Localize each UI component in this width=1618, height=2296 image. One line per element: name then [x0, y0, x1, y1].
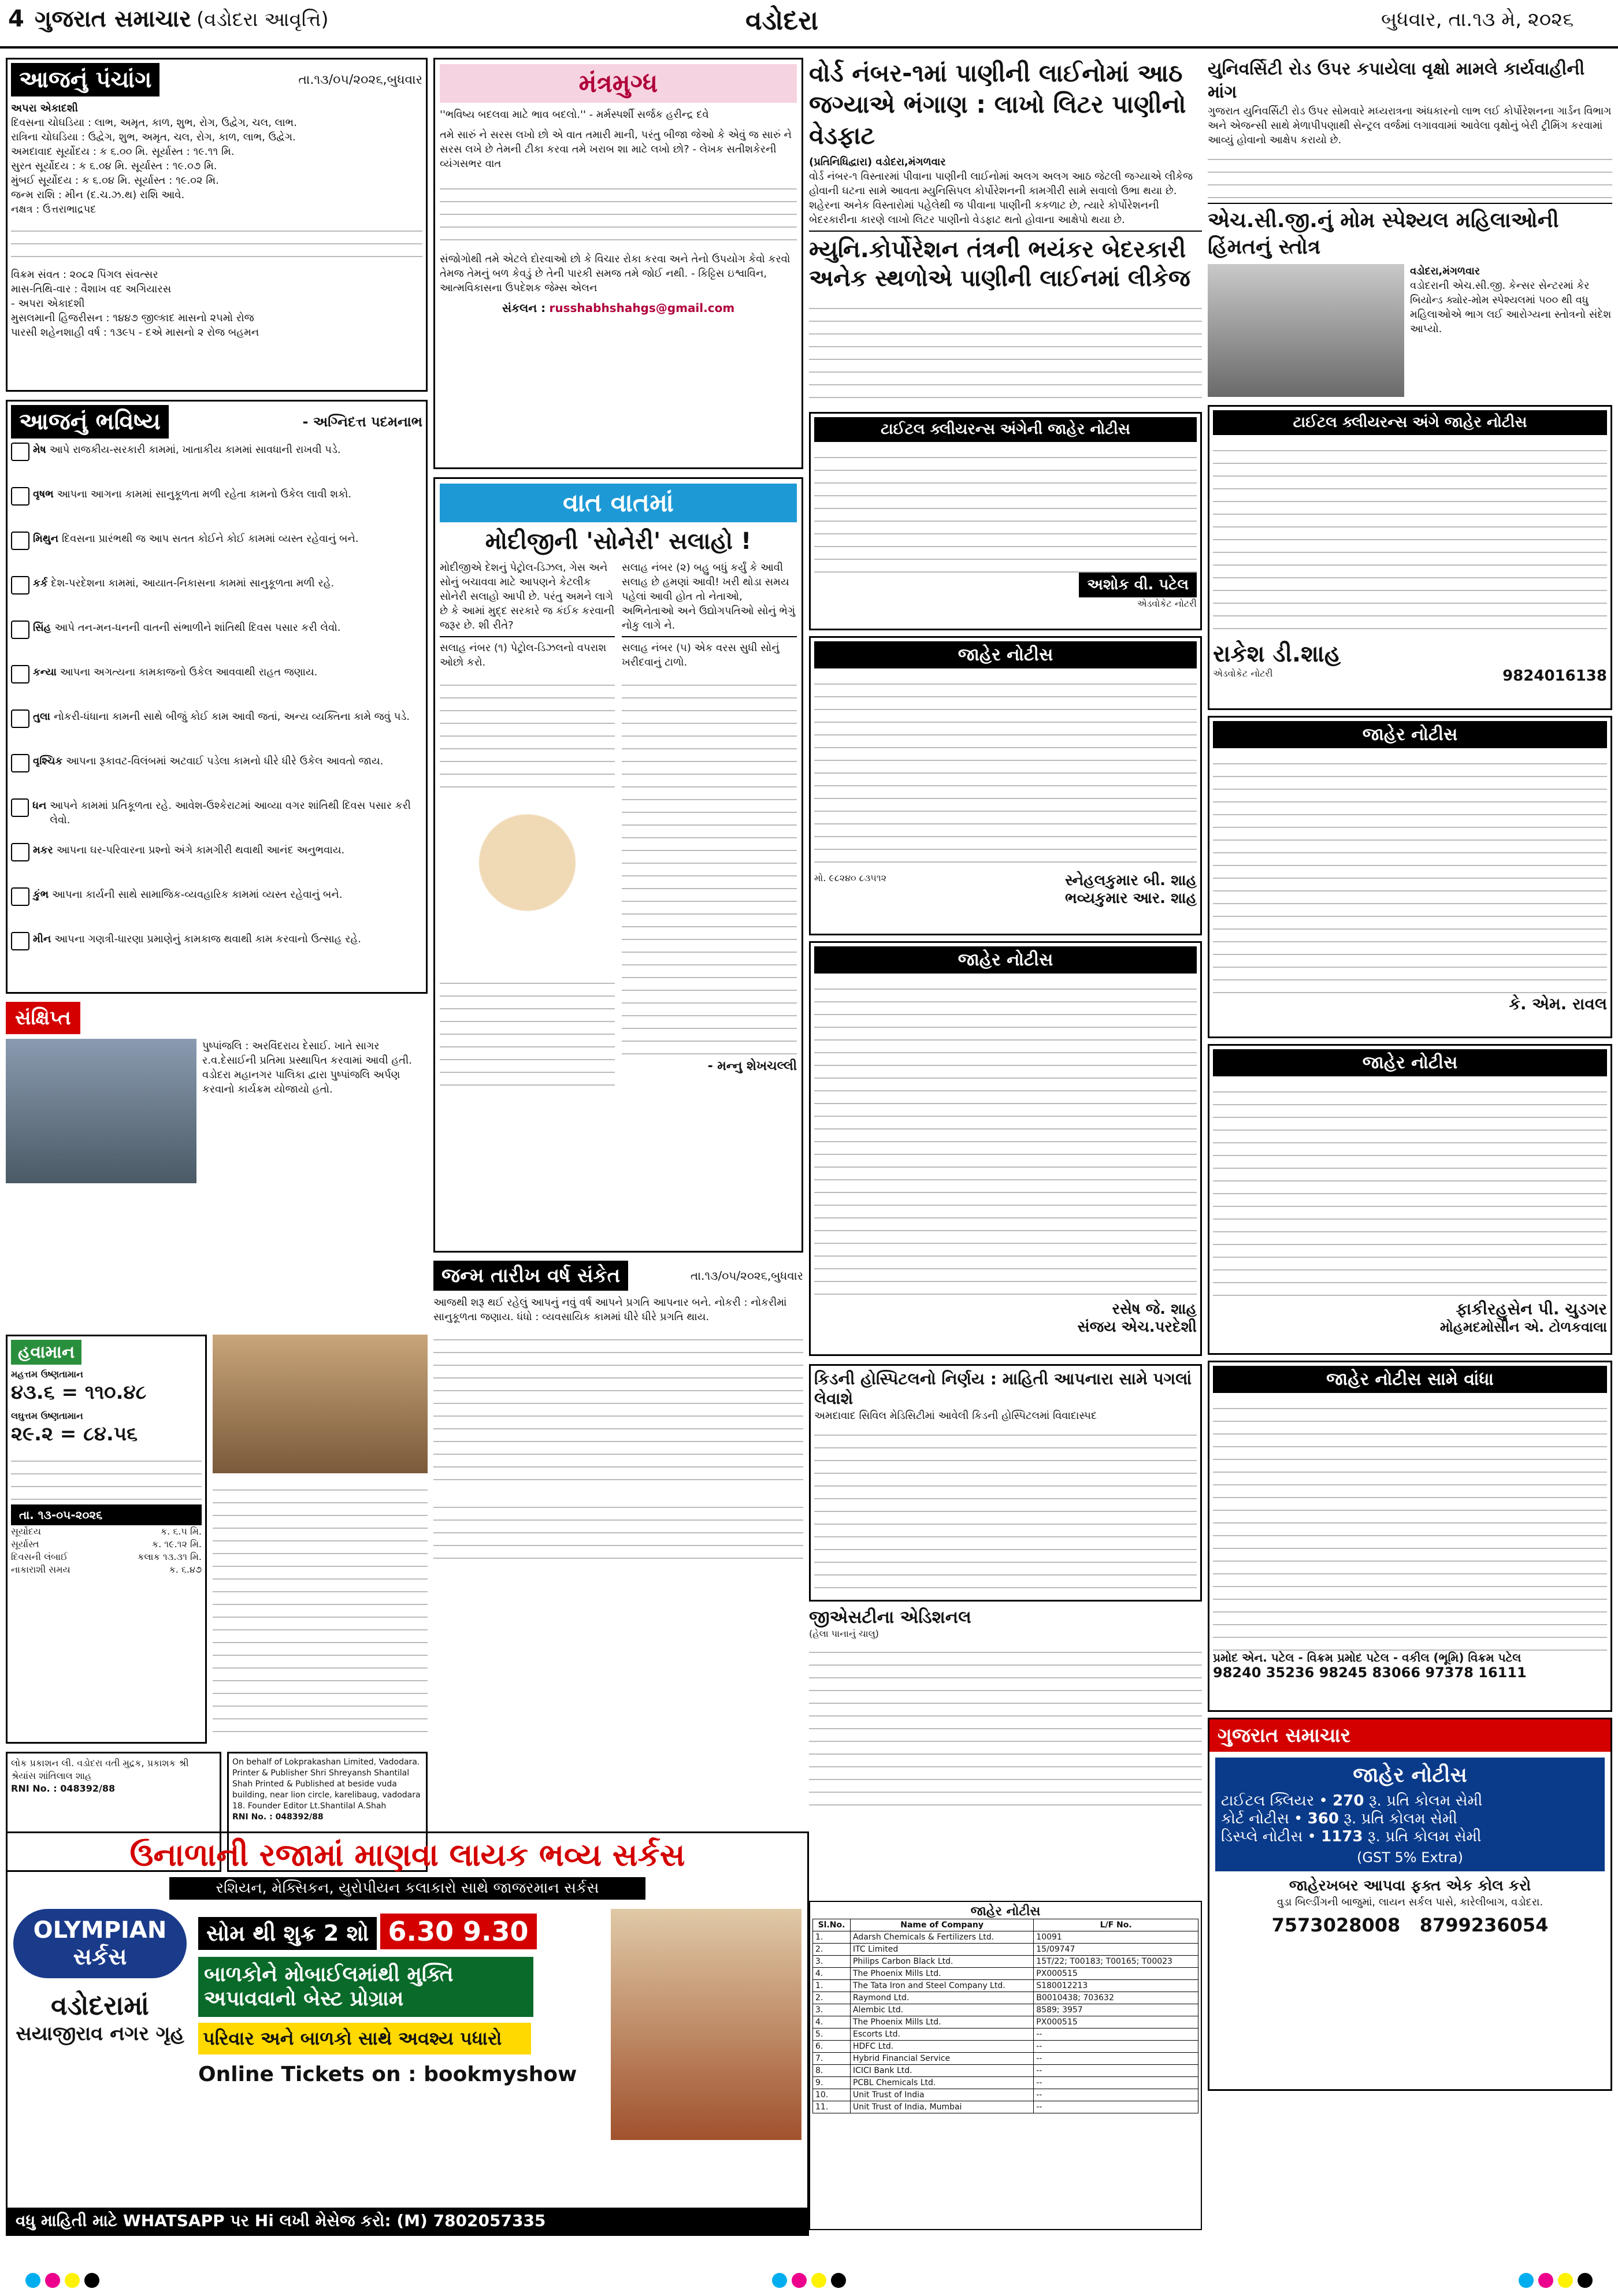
notice3-signer: સ્નેહલકુમાર બી. શાહ [1064, 872, 1197, 889]
sign-text: આપે તન-મન-ધનની વાતની સંભાળીને શાંતિથી દિવસ પસાર કરી લેવો. [54, 622, 341, 634]
rate-address: વુડા બિલ્ડીંગની બાજુમાં, લાયન સર્કલ પાસે, કારેલીબાગ, વડોદરા. [1276, 1896, 1543, 1908]
table-row [813, 1980, 1198, 1992]
rate-card-title: જાહેર નોટીસ [1353, 1763, 1467, 1787]
sun-row: સૂર્યાસ્ત ક. ૧૯.૧૨ મિ. [11, 1539, 202, 1550]
black-registration-dot [831, 2273, 846, 2288]
gst-headline: જીએસટીના એડિશનલ [809, 1607, 971, 1628]
table-cell: 11. [813, 2101, 851, 2113]
news-column [213, 1335, 428, 1744]
story2-headline: મ્યુનિ.કોર્પોરેશન તંત્રની ભયંકર બેદરકારી અનેક સ્થળોએ પાણીની લાઈનમાં લીકેજ [809, 236, 1190, 292]
panchang-item: મુસલમાની હિજરીસન : ૧૪૪૭ જીલ્કાદ માસનો ૨૫મો રોજ [11, 312, 254, 324]
table-cell: 4. [813, 1968, 851, 1980]
notice3-box [809, 636, 1202, 935]
table-row [813, 1992, 1198, 2004]
notice2-title: ટાઈટલ ક્લીયરન્સ અંગે જાહેર નોટીસ [1213, 410, 1607, 435]
sun-rows [11, 1525, 202, 1576]
panchang-item: રાત્રિના ચોઘડિયા : ઉદ્વેગ, શુભ, અમૃત, ચલ, રોગ, કાળ, લાભ, ઉદ્વેગ. [11, 131, 296, 143]
table-cell: -- [1034, 2028, 1198, 2041]
sign-row [11, 798, 422, 839]
table-cell: 3. [813, 2004, 851, 2016]
rate-row: ટાઈટલ ક્લિયર • 270 રૂ. પ્રતિ કોલમ સેમી [1221, 1792, 1483, 1810]
zodiac-icon [11, 843, 29, 861]
zodiac-icon [11, 754, 29, 772]
sign-row [11, 443, 422, 483]
zodiac-icon [11, 887, 29, 906]
cyan-registration-dot [1519, 2273, 1534, 2288]
vaat-title: વાત વાતમાં [440, 484, 797, 522]
sign-row [11, 843, 422, 883]
havaman-notes [11, 1449, 202, 1501]
mantramugdh-box [433, 58, 803, 469]
circus-name: OLYMPIAN સર્કસ [13, 1909, 187, 1978]
yellow-registration-dot [65, 2273, 80, 2288]
circus-promo: બાળકોને મોબાઈલમાંથી મુક્તિ અપાવવાનો બેસ્ટ પ્રોગ્રામ [198, 1957, 533, 2017]
notice7-phones: 98240 35236 98245 83066 97378 16111 [1213, 1665, 1527, 1681]
page-header [0, 0, 1618, 49]
table-cell: The Phoenix Mills Ltd. [850, 1968, 1033, 1980]
havaman-date: તા. ૧૩-૦૫-૨૦૨૬ [11, 1504, 202, 1525]
table-row [813, 2053, 1198, 2065]
kidney-article [809, 1364, 1202, 1814]
table-row [813, 1968, 1198, 1980]
sign-text: નોકરી-ધંધાના કામની સાથે બીજું કોઈ કામ આવી જતાં, અન્ય વ્યક્તિના કામે જવું પડે. [53, 711, 410, 723]
table-cell: 5. [813, 2028, 851, 2041]
table-cell: PX000515 [1034, 2016, 1198, 2028]
table-cell: ICICI Bank Ltd. [850, 2065, 1033, 2077]
sign-name: તુલા [33, 711, 50, 723]
university-body: ગુજરાત યુનિવર્સિટી રોડ ઉપર સોમવારે મધ્યરાત્રના અંધકારનો લાભ લઈ કોર્પોરેશનના ગાર્ડન વિભાગ અને એજન્સી સાથે મેળાપીપણાથી સેન્ટ્રલ વર્જમાં લગાવવામાં આવેલા વૃક્ષોનું બેરી ટ્રીમિંગ કરવામાં આવ્યું હોવાનો આક્ષેપ કરાયો છે. [1208, 105, 1612, 146]
panchang-item: વિક્રમ સંવત : ૨૦૮૨ પિંગલ સંવત્સર [11, 269, 158, 281]
panchang-item: અપરા એકાદશી [11, 102, 78, 114]
contact-email[interactable]: russhabhshahgs@gmail.com [549, 301, 735, 315]
hcg-photo [1208, 264, 1404, 397]
table-cell: Adarsh Chemicals & Fertilizers Ltd. [850, 1931, 1033, 1944]
table-row [813, 2065, 1198, 2077]
table-cell: 8589; 3957 [1034, 2004, 1198, 2016]
notice2-signer: રાકેશ ડી.શાહ [1213, 641, 1341, 667]
table-cell: Raymond Ltd. [850, 1992, 1033, 2004]
contact-line: સંકલન : russhabhshahgs@gmail.com [502, 301, 735, 315]
circus-tickets[interactable]: Online Tickets on : bookmyshow [198, 2063, 577, 2086]
panchang-item: માસ-તિથિ-વાર : વૈશાખ વદ અગિયારસ [11, 283, 172, 295]
sign-text: આપના ગણત્રી-ધારણા પ્રમાણેનું કામકાજ થવાથી કામ કરવાનો ઉત્સાહ રહે. [54, 933, 362, 945]
sun-row: નાકારાશી સમય ક. ૬.૪૭ [11, 1564, 202, 1575]
panchang-item: નક્ષત્ર : ઉત્તરાભાદ્રપદ [11, 203, 97, 216]
notice1-signer: અશોક વી. પટેલ [1079, 573, 1197, 597]
circus-times: 6.30 9.30 [380, 1914, 537, 1949]
sign-name: મેષ [33, 444, 46, 456]
vaat-text-left: મોદીજીએ દેશનું પેટ્રોલ-ડિઝલ, ગેસ અને સોનું બચાવવા માટે આપણને કેટલીક સોનેરી સલાહો આપી છે. પરંતુ અમને લાગે છે કે આમાં મુદ્દ સરકારે જ કંઈક કરવાની જરૂર છે. શી રીતે? સલાહ નંબર (૧) પેટ્રોલ-ડિઝલનો વપરાશ ઓછો કરો. [440, 560, 615, 1087]
circus-venue: સયાજીરાવ નગર ગૃહ [16, 2022, 184, 2045]
max-temp-label: મહત્તમ ઉષ્ણતામાન [11, 1369, 83, 1380]
notice2-role: એડવોકેટ નોટરી [1213, 668, 1273, 679]
lead-headline: વોર્ડ નંબર-૧માં પાણીની લાઈનોમાં આઠ જગ્યાએ ભંગાણ : લાખો લિટર પાણીનો વેડફાટ [809, 59, 1186, 150]
sign-list [11, 443, 422, 972]
sign-row [11, 709, 422, 750]
news-text [213, 1478, 428, 1744]
table-cell: 2. [813, 1992, 851, 2004]
sun-row: દિવસની લંબાઈ કલાક ૧૩.૩૧ મિ. [11, 1551, 202, 1562]
table-cell: 2. [813, 1944, 851, 1956]
lead-dateline: (પ્રતિનિધિદ્વારા) વડોદરા,મંગળવાર [809, 156, 946, 168]
panchang-item: - અપરા એકાદશી [11, 298, 85, 310]
notice5-box [809, 941, 1202, 1356]
panchang-title: આજનું પંચાંગ [11, 63, 159, 96]
notice3-title: જાહેર નોટીસ [814, 641, 1197, 668]
table-cell: The Tata Iron and Steel Company Ltd. [850, 1980, 1033, 1992]
table-header: Name of Company [850, 1919, 1033, 1931]
rate-gst: (GST 5% Extra) [1357, 1849, 1463, 1866]
saint-photo [213, 1335, 428, 1473]
edition-label: (વડોદરા આવૃત્તિ) [196, 8, 329, 31]
magenta-registration-dot [792, 2273, 807, 2288]
sign-text: આપના અગત્યના કામકાજનો ઉકેલ આવવાથી રાહત જણાય. [60, 666, 318, 678]
vaat-body [440, 560, 797, 1087]
gst-sub: (હેલા પાનાનું ચાલુ) [809, 1628, 879, 1639]
black-registration-dot [1578, 2273, 1593, 2288]
panchang-item: મુંબઈ સૂર્યોદય : ક ૬.૦૪ મિ. સૂર્યાસ્ત : ૧૯.૦૨ મિ. [11, 174, 219, 187]
bhavishya-author: - અગ્નિદત્ત પદમનાભ [302, 414, 422, 430]
table-cell: 15T/22; T00183; T00165; T00023 [1034, 1956, 1198, 1968]
sign-name: મીન [33, 933, 51, 945]
cyan-registration-dot [772, 2273, 787, 2288]
table-row [813, 2028, 1198, 2041]
sign-name: ધન [32, 800, 47, 812]
middle-left-column [433, 58, 803, 1826]
vaat-text-right: સલાહ નંબર (૨) બહુ બધું કર્યું કે આવી સલાહ છે હમણાં આવી! ખરી થોડા સમય પહેલાં આવી હોત તો નેતાઓ, અભિનેતાઓ અને ઉદ્યોગપતિઓ સોનું ભેગું નોકુ લાગે ને. સલાહ નંબર (૫) એક વરસ સુધી સોનું ખરીદવાનું ટાળો. - મન્નુ શેખચલ્લી [622, 562, 797, 1073]
sign-name: વૃશ્ચિક [33, 755, 63, 767]
city-title: વડોદરા [745, 5, 819, 36]
notice3-phone: મો. ૯૮૨૪૦ ૮૩૫૧૨ [814, 872, 886, 883]
vaat-box [433, 477, 803, 1253]
notice2-box [1208, 405, 1612, 710]
sign-name: વૃષભ [33, 488, 54, 500]
notice4-title: જાહેર નોટીસ [1213, 721, 1607, 748]
mantramugdh-title: મંત્રમુગ્ધ [440, 64, 797, 103]
black-registration-dot [84, 2273, 99, 2288]
sign-row [11, 665, 422, 705]
rni-number: RNI No. : 048392/88 [232, 1812, 324, 1822]
right-column [1208, 58, 1612, 2253]
zodiac-icon [11, 932, 29, 950]
janmatithi-text: આજથી શરૂ થઈ રહેલું આપનું નવું વર્ષ આપને પ્રગતિ આપનાર બને. નોકરી : નોકરીમાં સાનુકૂળતા જણાય. ધંધો : વ્યવસાયિક કામમાં ધીરે ધીરે પ્રગતિ થાય. [433, 1296, 787, 1323]
notice6-signer2: મોહમદમોસીન એ. ટોળકવાલા [1439, 1319, 1607, 1335]
table-cell: Unit Trust of India, Mumbai [850, 2101, 1033, 2113]
hcg-dateline: વડોદરા,મંગળવાર [1410, 265, 1480, 277]
sign-name: કુંભ [33, 889, 49, 901]
table-row [813, 2041, 1198, 2053]
table-cell: 6. [813, 2041, 851, 2053]
page-date: બુધવાર, તા.૧૩ મે, ૨૦૨૬ [1381, 8, 1574, 31]
table-cell: 8. [813, 2065, 851, 2077]
table-row [813, 2077, 1198, 2089]
rate-card [1208, 1718, 1612, 2091]
zodiac-icon [11, 798, 29, 817]
table-cell: 10. [813, 2089, 851, 2101]
kidney-dateline: અમદાવાદ સિવિલ મેડિસિટીમાં આવેલી કિડની હોસ્પિટલમાં વિવાદાસ્પદ [814, 1410, 1097, 1422]
quote: સંજોગોથી તમે એટલે દોરવાઓ છો કે વિચાર રોકા કરવા અને તેનો ઉપયોગ કેવો કરવો તેમજ તેમનું બળ કેવડું છે તેની પારકી સમજ તમે જોઈ નથી. - કિટ્ટિસ ઇશ્વાવિન, આત્મવિકાસના ઉપદેશક જેમ્સ એલન [440, 253, 791, 294]
rate-row: કોર્ટ નોટીસ • 360 રૂ. પ્રતિ કોલમ સેમી [1221, 1810, 1457, 1827]
notice8-title: જાહેર નોટીસ [970, 1904, 1041, 1919]
notice7-title: જાહેર નોટીસ સામે વાંધા [1213, 1366, 1607, 1393]
table-cell: 3. [813, 1956, 851, 1968]
table-cell: 1. [813, 1980, 851, 1992]
zodiac-icon [11, 665, 29, 683]
notice4-box [1208, 716, 1612, 1038]
yellow-registration-dot [811, 2273, 826, 2288]
table-row [813, 2016, 1198, 2028]
share-table [812, 1919, 1198, 2113]
table-cell: 1. [813, 1931, 851, 1944]
notice6-box [1208, 1044, 1612, 1355]
cyan-registration-dot [25, 2273, 40, 2288]
notice3-signers [814, 872, 1197, 908]
rni-number: RNI No. : 048392/88 [11, 1783, 116, 1794]
circus-whatsapp[interactable]: વધુ માહિતી માટે WHATSAPP પર Hi લખી મેસેજ કરો: (M) 7802057335 [8, 2208, 807, 2234]
notice6-title: જાહેર નોટીસ [1213, 1049, 1607, 1076]
zodiac-icon [11, 532, 29, 550]
circus-photo [611, 1909, 801, 2140]
hcg-text: વડોદરાની એચ.સી.જી. કેન્સર સેન્ટરમાં કેર બિયોન્ડ ક્યોર-મોમ સ્પેશ્યલમાં ૫૦૦ થી વધુ મહિલાઓએ ભાગ લઈ આરોગ્યના સ્તોત્રનો સંદેશ આપ્યો. [1410, 280, 1612, 335]
quote: ''ભવિષ્ય બદલવા માટે ભાવ બદલો.'' - મર્મસ્પર્શી સર્જક હરીન્દ્ર દવે [440, 109, 709, 121]
paper-name: ગુજરાત સમાચાર [35, 6, 191, 32]
page-number: 4 [8, 6, 24, 32]
circus-family: પરિવાર અને બાળકો સાથે અવશ્ય પધારો [198, 2023, 531, 2054]
rate-card-paper: ગુજરાત સમાચાર [1209, 1719, 1610, 1752]
havaman-publisher [6, 1335, 428, 1822]
rate-row: ડિસ્પ્લે નોટીસ • 1173 રૂ. પ્રતિ કોલમ સેમી [1221, 1828, 1482, 1845]
table-header: Sl.No. [813, 1919, 851, 1931]
zodiac-icon [11, 621, 29, 639]
quote-list [440, 107, 797, 295]
sign-text: આપના રૂકાવટ-વિલંબમાં અટવાઈ પડેલા કામનો ધીરે ધીરે ઉકેલ આવતો જાય. [66, 755, 384, 767]
zodiac-icon [11, 709, 29, 728]
rate-address-label: જાહેરખબર આપવા ફક્ત એક કોલ કરો [1289, 1877, 1531, 1894]
janmatithi-date: તા.૧૩/૦૫/૨૦૨૬,બુધવાર [690, 1269, 803, 1283]
table-cell: Alembic Ltd. [850, 2004, 1033, 2016]
circus-logo-column [8, 1903, 192, 2146]
sign-name: કર્ક [33, 577, 48, 589]
table-row [813, 1931, 1198, 1944]
panchang-item: અમદાવાદ સૂર્યોદય : ક ૬.૦૦ મિ. સૂર્યાસ્ત : ૧૯.૧૧ મિ. [11, 146, 235, 158]
sankshipt-box [6, 1002, 428, 1192]
table-cell: The Phoenix Mills Ltd. [850, 2016, 1033, 2028]
sign-text: આપના કાર્યની સાથે સામાજિક-વ્યવહારિક કામમાં વ્યસ્ત રહેવાનું બને. [52, 889, 343, 901]
bhavishya-box [6, 400, 428, 994]
event-photo [6, 1039, 196, 1183]
university-headline: યુનિવર્સિટી રોડ ઉપર કપાયેલા વૃક્ષો મામલે કાર્યવાહીની માંગ [1208, 59, 1585, 102]
table-row [813, 1944, 1198, 1956]
magenta-registration-dot [45, 2273, 60, 2288]
sign-text: દેશ-પરદેશના કામમાં, આયાત-નિકાસના કામમાં સાનુકૂળતા મળી રહે. [51, 577, 335, 589]
panchang-box [6, 58, 428, 392]
kidney-block [433, 1495, 803, 1565]
table-row [813, 2089, 1198, 2101]
circus-headline: ઉનાળાની રજામાં માણવા લાયક ભવ્ય સર્કસ [129, 1837, 685, 1873]
notice1-box [809, 412, 1202, 630]
sign-name: સિંહ [33, 622, 51, 634]
sign-row [11, 932, 422, 972]
lead-body: વોર્ડ નંબર-૧ વિસ્તારમાં પીવાના પાણીની લાઈનોમાં અલગ અલગ આઠ જેટલી જગ્યાએ લીકેજ હોવાની ઘટના સામે આવતા મ્યુનિસિપલ કોર્પોરેશનની કામગીરી સામે સવાલો ઉભા થયા છે. શહેરના અનેક વિસ્તારોમાં પહેલેથી જ પીવાના પાણીની કકળાટ છે, ત્યારે કોર્પોરેશનની બેદરકારીના કારણે લાખો લિટર પાણીનો વેડફાટ થતો હોવાના આક્ષેપો થયા છે. [809, 170, 1193, 226]
sun-row: સૂર્યોદય ક. ૬.૫ મિ. [11, 1526, 202, 1537]
zodiac-icon [11, 487, 29, 506]
notice7-box [1208, 1361, 1612, 1712]
notice3-signer2: ભવ્યકુમાર આર. શાહ [1065, 890, 1197, 907]
sign-row [11, 576, 422, 616]
table-cell: 9. [813, 2077, 851, 2089]
quote-lines [440, 177, 797, 246]
sign-text: આપને કામમાં પ્રતિકૂળતા રહે. આવેશ-ઉશ્કેરાટમાં આવ્યા વગર શાંતિથી દિવસ પસાર કરી લેવો. [50, 800, 411, 826]
table-cell: PX000515 [1034, 1968, 1198, 1980]
publisher-gujarati: લોક પ્રકાશન લી. વડોદરા વતી મુદ્રક, પ્રકાશક શ્રી શ્રેયાંસ શાંતિલાલ શાહ RNI No. : 048392/88 [6, 1752, 221, 1872]
table-cell: -- [1034, 2065, 1198, 2077]
circus-days: સોમ થી શુક્ર 2 શો [198, 1917, 377, 1950]
table-header: L/F No. [1034, 1919, 1198, 1931]
sign-row [11, 532, 422, 572]
table-row [813, 2101, 1198, 2113]
table-row [813, 1956, 1198, 1968]
panchang-fill [11, 219, 422, 265]
notice8-box [809, 1901, 1202, 2230]
quote: તમે સારું ને સરસ લખો છો એ વાત તમારી માની, પરંતુ બીજા જેઓ કે એવું જ સારું ને સરસ લખે છે તેમની ટીકા કરવા તમે ખરાબ શા માટે લખો છો? - લેખક સતીશકેરની વ્યંગસભર વાત [440, 129, 792, 170]
table-cell: Unit Trust of India [850, 2089, 1033, 2101]
sign-text: દિવસના પ્રારંભથી જ આપ સતત કોઈને કોઈ કામમાં વ્યસ્ત રહેવાનું બને. [62, 533, 359, 545]
table-cell: 4. [813, 2016, 851, 2028]
yellow-registration-dot [1558, 2273, 1573, 2288]
zodiac-icon [11, 576, 29, 595]
table-cell: -- [1034, 2077, 1198, 2089]
gst-article [809, 1607, 1202, 1814]
max-temp-value: ૪૩.૬ = ૧૧૦.૪૮ [11, 1381, 147, 1404]
table-cell: ITC Limited [850, 1944, 1033, 1956]
left-column [6, 58, 428, 1387]
notice5-signer: રસેષ જે. શાહ [1112, 1301, 1197, 1318]
notice5-signer2: સંજય એચ.પરદેશી [1077, 1318, 1197, 1336]
table-cell: -- [1034, 2041, 1198, 2053]
table-cell: PCBL Chemicals Ltd. [850, 2077, 1033, 2089]
table-cell: Escorts Ltd. [850, 2028, 1033, 2041]
cartoon-image [440, 793, 615, 967]
hcg-headline: એચ.સી.જી.નું મોમ સ્પેશ્યલ મહિલાઓની હિંમતનું સ્તોત્ર [1208, 209, 1559, 259]
circus-city: વડોદરામાં [51, 1990, 149, 2021]
table-cell: Philips Carbon Black Ltd. [850, 1956, 1033, 1968]
min-temp-label: લઘુત્તમ ઉષ્ણતામાન [11, 1410, 83, 1421]
table-cell: -- [1034, 2101, 1198, 2113]
notice6-signer: ફાકીરહુસેન પી. ચુડગર [1456, 1299, 1607, 1318]
sign-name: મિથુન [33, 533, 58, 545]
bhavishya-title: આજનું ભવિષ્ય [11, 405, 169, 439]
registration-marks [0, 2273, 1618, 2294]
sankshipt-title: સંક્ષિપ્ત [6, 1002, 80, 1034]
sign-row [11, 621, 422, 661]
table-cell: B0010438; 703632 [1034, 1992, 1198, 2004]
circus-ad [6, 1831, 809, 2236]
table-cell: -- [1034, 2089, 1198, 2101]
kidney-headline: કિડની હોસ્પિટલનો નિર્ણય : માહિતી આપનારા સામે પગલાં લેવાશે [814, 1369, 1192, 1408]
magenta-registration-dot [1538, 2273, 1553, 2288]
sign-row [11, 487, 422, 527]
circus-info [192, 1903, 605, 2146]
min-temp-value: ૨૯.૨ = ૮૪.૫૬ [11, 1422, 138, 1446]
publisher-english: On behalf of Lokprakashan Limited, Vadodara. Printer & Publisher Shri Shreyansh Shantilal Shah Printed & Published at beside vuda building, near lion circle, karelibaug, vadodara 18. Founder Editor Lt.Shantilal A.Shah RNI No. : 048392/88 [227, 1752, 428, 1872]
rate-card-inner [1215, 1758, 1605, 1871]
sankshipt-text: પુષ્પાંજલિ : અરવિંદરાય દેસાઈ. ખાતે સાગર ર.વ.દેસાઈની પ્રતિમા પ્રસ્થાપિત કરવામાં આવી હતી. વડોદરા મહાનગર પાલિકા દ્વારા પુષ્પાંજલિ અર્પણ કરવાનો કાર્યક્રમ યોજાયો હતો. [202, 1040, 412, 1095]
notice2-phone: 9824016138 [1502, 667, 1607, 685]
table-cell: 10091 [1034, 1931, 1198, 1944]
sign-text: આપના ઘર-પરિવારના પ્રશ્નો અંગે કામગીરી થવાથી આનંદ અનુભવાય. [56, 844, 345, 856]
table-cell: -- [1034, 2053, 1198, 2065]
panchang-date: તા.૧૩/૦૫/૨૦૨૬,બુધવાર [298, 72, 422, 87]
panchang-item: દિવસના ચોઘડિયા : લાભ, અમૃત, કાળ, શુભ, રોગ, ઉદ્વેગ, ચલ, લાભ. [11, 117, 297, 129]
circus-subtitle: રશિયન, મેક્સિકન, યુરોપીયન કલાકારો સાથે જાજરમાન સર્કસ [169, 1877, 645, 1900]
table-cell: HDFC Ltd. [850, 2041, 1033, 2053]
notice1-title: ટાઈટલ ક્લીયરન્સ અંગેની જાહેર નોટીસ [814, 417, 1197, 442]
rate-phones[interactable]: 7573028008 8799236054 [1271, 1914, 1549, 1936]
panchang-item: પારસી શહેનશાહી વર્ષ : ૧૩૯૫ - દએ માસનો ૨ રોજ બહમન [11, 326, 259, 339]
notice5-title: જાહેર નોટીસ [814, 946, 1197, 974]
table-cell: S180012213 [1034, 1980, 1198, 1992]
vaat-author: - મન્નુ શેખચલ્લી [707, 1059, 797, 1073]
table-cell: 7. [813, 2053, 851, 2065]
sign-name: મકર [33, 844, 53, 856]
janmatithi-box [433, 1261, 803, 1584]
sign-text: આપના આગના કામમાં સાનુકૂળતા મળી રહેતા કામનો ઉકેલ લાવી શકો. [57, 488, 352, 500]
sign-text: આપે રાજકીય-સરકારી કામમાં, ખાતાકીય કામમાં સાવધાની રાખવી પડે. [49, 444, 341, 456]
panchang-item: સુરત સૂર્યોદય : ક ૬.૦૪ મિ. સૂર્યાસ્ત : ૧૯.૦૭ મિ. [11, 160, 217, 172]
panchang-list [11, 101, 422, 340]
table-row [813, 2004, 1198, 2016]
janmatithi-title: જન્મ તારીખ વર્ષ સંકેત [433, 1261, 628, 1291]
panchang-item: જન્મ રાશિ : મીન (દ.ચ.ઝ.થ) રાશિ આવે. [11, 189, 185, 201]
notice7-footer: પ્રમોદ એન. પટેલ - વિક્રમ પ્રમોદ પટેલ - વકીલ (ભૂમિ) વિક્રમ પટેલ [1213, 1651, 1521, 1665]
sign-name: કન્યા [33, 666, 57, 678]
vaat-headline: મોદીજીની 'સોનેરી' સલાહો ! [485, 528, 752, 555]
table-cell: 15/09747 [1034, 1944, 1198, 1956]
sign-row [11, 754, 422, 794]
havaman-title: હવામાન [11, 1340, 81, 1365]
hcg-body [1208, 264, 1612, 397]
notice4-signer: કે. એમ. રાવલ [1509, 994, 1607, 1013]
zodiac-icon [11, 443, 29, 461]
havaman-box [6, 1335, 207, 1744]
sign-row [11, 887, 422, 928]
table-cell: Hybrid Financial Service [850, 2053, 1033, 2065]
notice1-role: એડવોકેટ નોટરી [1137, 598, 1197, 609]
